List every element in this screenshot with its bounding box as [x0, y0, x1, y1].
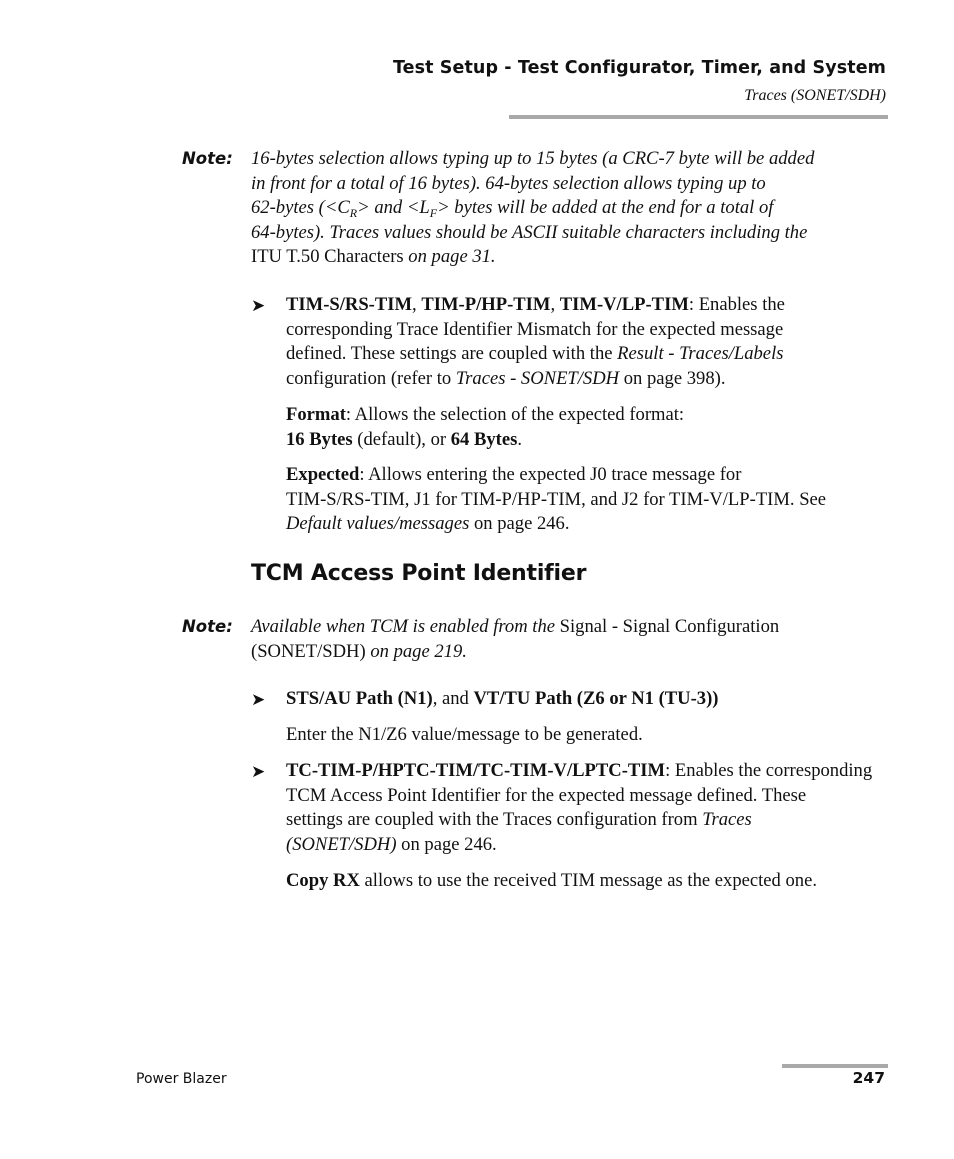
item-description: Enter the N1/Z6 value/message to be generated.: [286, 724, 643, 745]
header-rule: [509, 115, 888, 119]
link-traces-sonet[interactable]: Traces - SONET/SDH: [455, 367, 620, 389]
list-item: TC-TIM-P/HPTC-TIM/TC-TIM-V/LPTC-TIM: Enables the corresponding TCM Access Point Identifier for the expected message defined. These settings are coupled with the Traces configuration from Traces (SONET/SDH) on page 246.: [286, 760, 873, 855]
footer-product-name: Power Blazer: [136, 1071, 227, 1087]
running-header-title: Test Setup - Test Configurator, Timer, and System: [392, 58, 886, 78]
bullet-arrow-icon: ➤: [251, 762, 266, 781]
list-item: TIM-S/RS-TIM, TIM-P/HP-TIM, TIM-V/LP-TIM: Enables the corresponding Trace Identifier Mismatch for the expected message defined. These settings are coupled with the Result - Traces/Labels configuration (refer to Traces - SONET/SDH on page 398).: [286, 294, 785, 389]
note-label: Note:: [182, 617, 233, 636]
note-text: 16-bytes selection allows typing up to 15 bytes (a CRC-7 byte will be added in front for a total of 16 bytes). 64-bytes selection allows typing up to 62-bytes ($<C_R>$ and $<L_F>$ bytes will be added at the end for a total of 64-bytes). Traces values should be ASCII suitable characters including the ITU T.50 Characters on page 31.: [251, 148, 815, 268]
format-paragraph: Format: Allows the selection of the expected format: 16 Bytes (default), or 64 Bytes.: [286, 404, 685, 450]
expected-paragraph: Expected: Allows entering the expected J0 trace message for TIM-S/RS-TIM, J1 for TIM-P/HP-TIM, and J2 for TIM-V/LP-TIM. See Default values/messages on page 246.: [286, 464, 827, 535]
link-itu-t50[interactable]: ITU T.50 Characters: [251, 246, 404, 268]
footer-rule: [782, 1064, 888, 1068]
bullet-arrow-icon: ➤: [251, 296, 266, 315]
link-traces[interactable]: Traces: [702, 809, 752, 831]
running-header-subtitle: Traces (SONET/SDH): [744, 87, 886, 104]
list-item: STS/AU Path (N1), and VT/TU Path (Z6 or N1 (TU-3)): [286, 688, 719, 709]
note-label: Note:: [182, 149, 233, 168]
bullet-arrow-icon: ➤: [251, 690, 266, 709]
link-result-traces[interactable]: Result - Traces/Labels: [617, 343, 784, 365]
note-text: Available when TCM is enabled from the Signal - Signal Configuration (SONET/SDH) on page 219.: [251, 616, 780, 662]
section-heading: TCM Access Point Identifier: [251, 561, 587, 586]
link-signal-config[interactable]: Signal - Signal Configuration: [555, 616, 780, 637]
page-number: 247: [852, 1069, 885, 1087]
link-default-values[interactable]: Default values/messages: [286, 513, 470, 535]
copy-rx-paragraph: Copy RX allows to use the received TIM message as the expected one.: [286, 870, 817, 891]
